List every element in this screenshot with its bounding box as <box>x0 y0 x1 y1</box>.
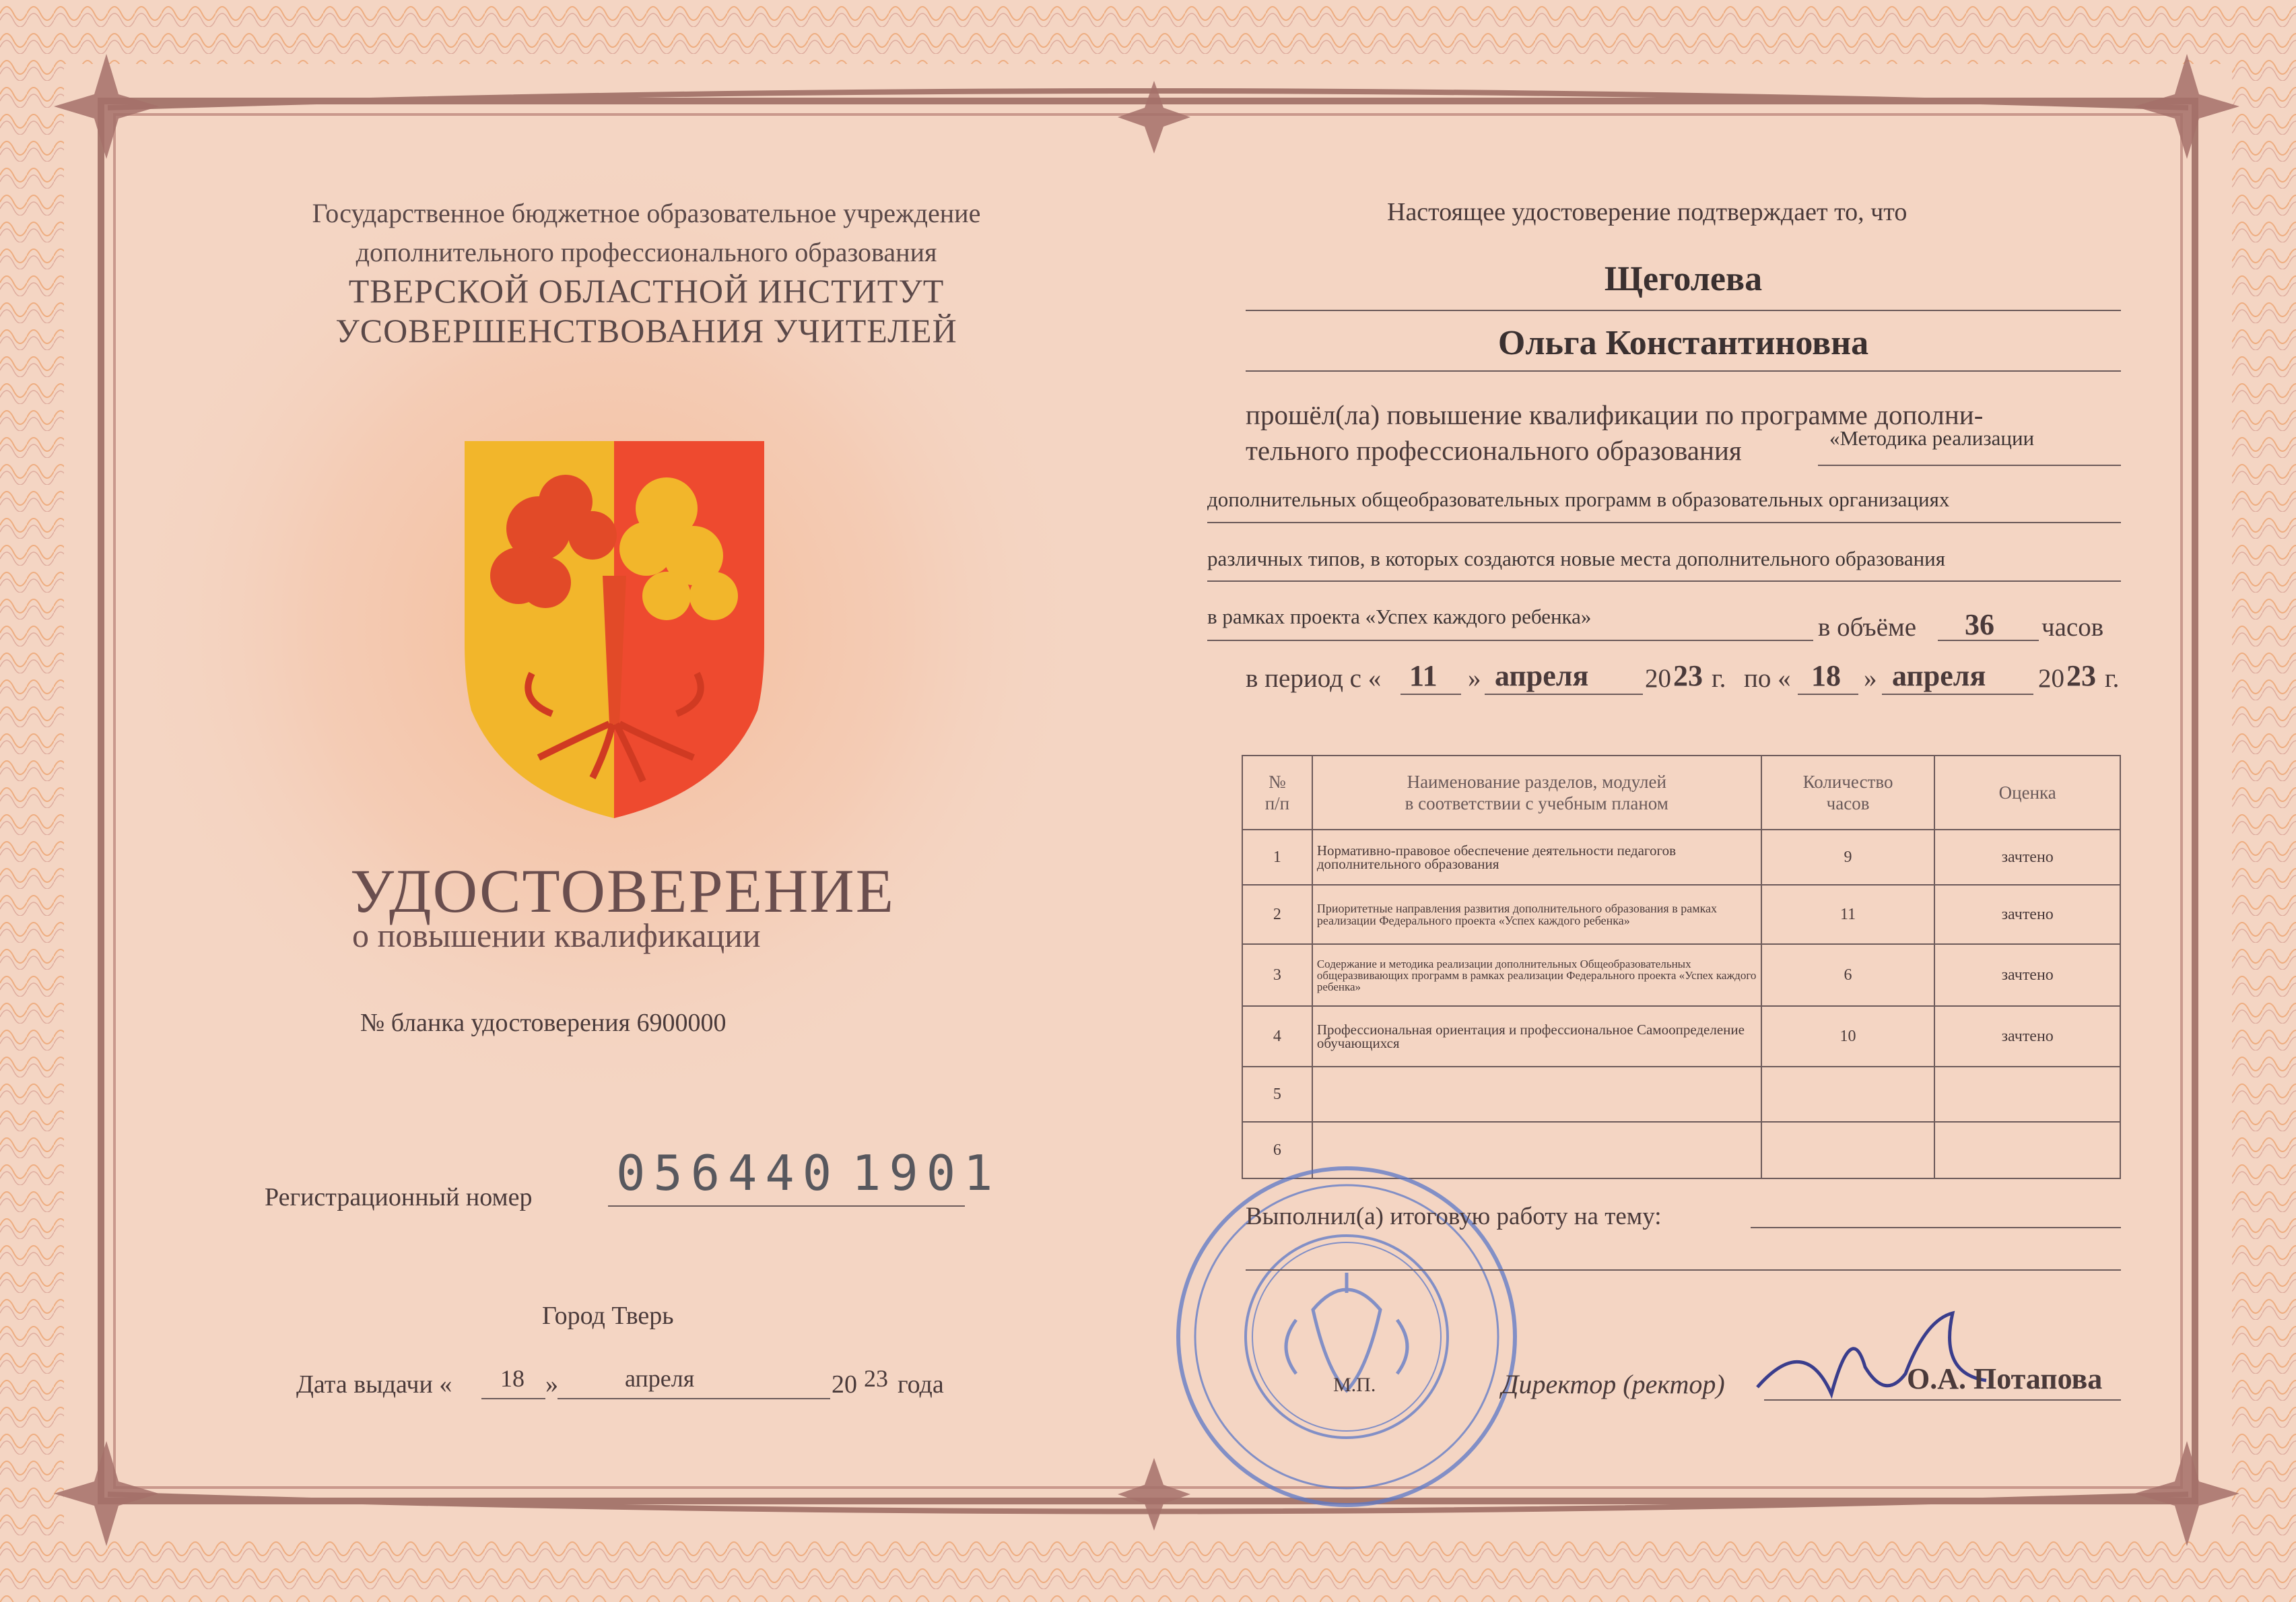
from-close: » <box>1468 664 1481 693</box>
table-row <box>1242 1006 2120 1067</box>
program-line-4: в рамках проекта «Успех каждого ребенка» <box>1207 605 1592 628</box>
from-day-underline <box>1400 694 1461 695</box>
row-grade: зачтено <box>1934 830 2120 885</box>
issue-month: апреля <box>625 1365 695 1392</box>
row-name: Профессиональная ориентация и профессиональное Самоопределение обучающихся <box>1312 1006 1761 1067</box>
issue-year-prefix: 20 <box>832 1370 857 1399</box>
header-num: № п/п <box>1242 756 1312 830</box>
intro-text: Настоящее удостоверение подтверждает то, что <box>1387 198 1907 226</box>
header-grade: Оценка <box>1934 756 2120 830</box>
org-line-3: ТВЕРСКОЙ ОБЛАСТНОЙ ИНСТИТУТ <box>348 272 945 310</box>
org-line-1: Государственное бюджетное образовательное учреждение <box>312 198 981 228</box>
row-name: Приоритетные направления развития дополнительного образования в рамках реализации Федерального проекта «Успех каждого ребенка» <box>1312 885 1761 944</box>
volume-underline <box>1938 640 2039 641</box>
row-num: 2 <box>1242 885 1312 944</box>
row-num: 1 <box>1242 830 1312 885</box>
row-num: 6 <box>1242 1122 1312 1178</box>
certificate-title: УДОСТОВЕРЕНИЕ <box>350 857 895 925</box>
given-names-underline <box>1246 370 2121 372</box>
header-name: Наименование разделов, модулей в соответствии с учебным планом <box>1312 756 1761 830</box>
from-month: апреля <box>1495 659 1589 692</box>
city: Город Тверь <box>542 1302 674 1330</box>
director-name: О.А. Потапова <box>1907 1362 2103 1395</box>
reg-number-label: Регистрационный номер <box>265 1183 533 1211</box>
director-label: Директор (ректор) <box>1501 1369 1725 1399</box>
volume-label: в объёме <box>1818 613 1917 642</box>
row-grade <box>1934 1122 2120 1178</box>
to-year-prefix: 20 <box>2038 664 2064 693</box>
issue-day-close: » <box>545 1370 558 1399</box>
from-year-prefix: 20 <box>1645 664 1671 693</box>
row-grade: зачтено <box>1934 1006 2120 1067</box>
to-month: апреля <box>1892 659 1986 692</box>
final-work-underline-2 <box>1246 1269 2121 1271</box>
surname-underline <box>1246 310 2121 311</box>
to-year: 23 <box>2066 659 2096 692</box>
tver-coat-of-arms-tree-icon <box>465 441 764 818</box>
director-underline <box>1764 1399 2121 1401</box>
reg-number-value-1: 056440 <box>616 1145 840 1201</box>
surname: Щеголева <box>1604 260 1763 298</box>
program-line-3: различных типов, в которых создаются новые места дополнительного образования <box>1207 547 1946 570</box>
issue-date-label: Дата выдачи « <box>296 1370 452 1399</box>
row-hours: 10 <box>1761 1006 1935 1067</box>
header-hours: Количество часов <box>1761 756 1935 830</box>
to-month-underline <box>1882 694 2033 695</box>
program-line-2: дополнительных общеобразовательных программ в образовательных организациях <box>1207 488 1950 511</box>
program-line-3-underline <box>1207 580 2121 582</box>
program-line-4-underline <box>1207 640 1813 641</box>
final-work-underline-1 <box>1751 1227 2121 1228</box>
from-year: 23 <box>1673 659 1703 692</box>
row-grade <box>1934 1067 2120 1122</box>
blank-number: № бланка удостоверения 6900000 <box>360 1009 727 1037</box>
to-close: » <box>1864 664 1877 693</box>
row-name: Содержание и методика реализации дополнительных Общеобразовательных общеразвивающих программ в рамках реализации Федерального проекта «Успех каждого ребенка» <box>1312 944 1761 1006</box>
from-year-suffix: г. <box>1712 664 1726 693</box>
row-hours: 9 <box>1761 830 1935 885</box>
row-name: Нормативно-правовое обеспечение деятельности педагогов дополнительного образования <box>1312 830 1761 885</box>
row-grade: зачтено <box>1934 885 2120 944</box>
issue-year-suffix: года <box>898 1370 944 1399</box>
row-num: 3 <box>1242 944 1312 1006</box>
from-month-underline <box>1485 694 1643 695</box>
reg-number-underline <box>608 1205 965 1207</box>
org-line-4: УСОВЕРШЕНСТВОВАНИЯ УЧИТЕЛЕЙ <box>335 312 957 349</box>
from-day: 11 <box>1409 659 1438 692</box>
table-row <box>1242 1067 2120 1122</box>
final-work-label: Выполнил(а) итоговую работу на тему: <box>1246 1203 1662 1230</box>
table-header-row <box>1242 756 2120 830</box>
passed-line-2: тельного профессионального образования <box>1246 435 1742 466</box>
row-hours <box>1761 1122 1935 1178</box>
row-hours: 11 <box>1761 885 1935 944</box>
period-label: в период с « <box>1246 664 1382 693</box>
certificate-subtitle: о повышении квалификации <box>352 916 761 954</box>
row-hours: 6 <box>1761 944 1935 1006</box>
row-num: 5 <box>1242 1067 1312 1122</box>
row-hours <box>1761 1067 1935 1122</box>
to-label: по « <box>1744 664 1791 693</box>
to-day: 18 <box>1811 659 1841 692</box>
volume-unit: часов <box>2041 613 2104 642</box>
program-line-1: «Методика реализации <box>1829 426 2035 450</box>
program-line-1-underline <box>1818 465 2121 466</box>
volume-value: 36 <box>1965 608 1994 641</box>
table-row <box>1242 944 2120 1006</box>
row-num: 4 <box>1242 1006 1312 1067</box>
mp-label: М.П. <box>1333 1374 1376 1396</box>
subjects-table <box>1242 755 2121 1179</box>
issue-day: 18 <box>500 1365 525 1392</box>
passed-line-1: прошёл(ла) повышение квалификации по программе дополни- <box>1246 399 1984 430</box>
program-line-2-underline <box>1207 522 2121 523</box>
table-row <box>1242 830 2120 885</box>
to-year-suffix: г. <box>2105 664 2120 693</box>
issue-day-underline <box>481 1398 545 1399</box>
issue-month-underline <box>558 1398 830 1399</box>
issue-year: 23 <box>864 1365 888 1392</box>
row-name <box>1312 1067 1761 1122</box>
to-day-underline <box>1798 694 1858 695</box>
table-row <box>1242 885 2120 944</box>
org-line-2: дополнительного профессионального образования <box>356 237 937 267</box>
row-grade: зачтено <box>1934 944 2120 1006</box>
given-names: Ольга Константиновна <box>1497 324 1869 362</box>
director-signature-icon <box>1751 1293 2013 1414</box>
reg-number-value-2: 1901 <box>852 1145 1001 1201</box>
